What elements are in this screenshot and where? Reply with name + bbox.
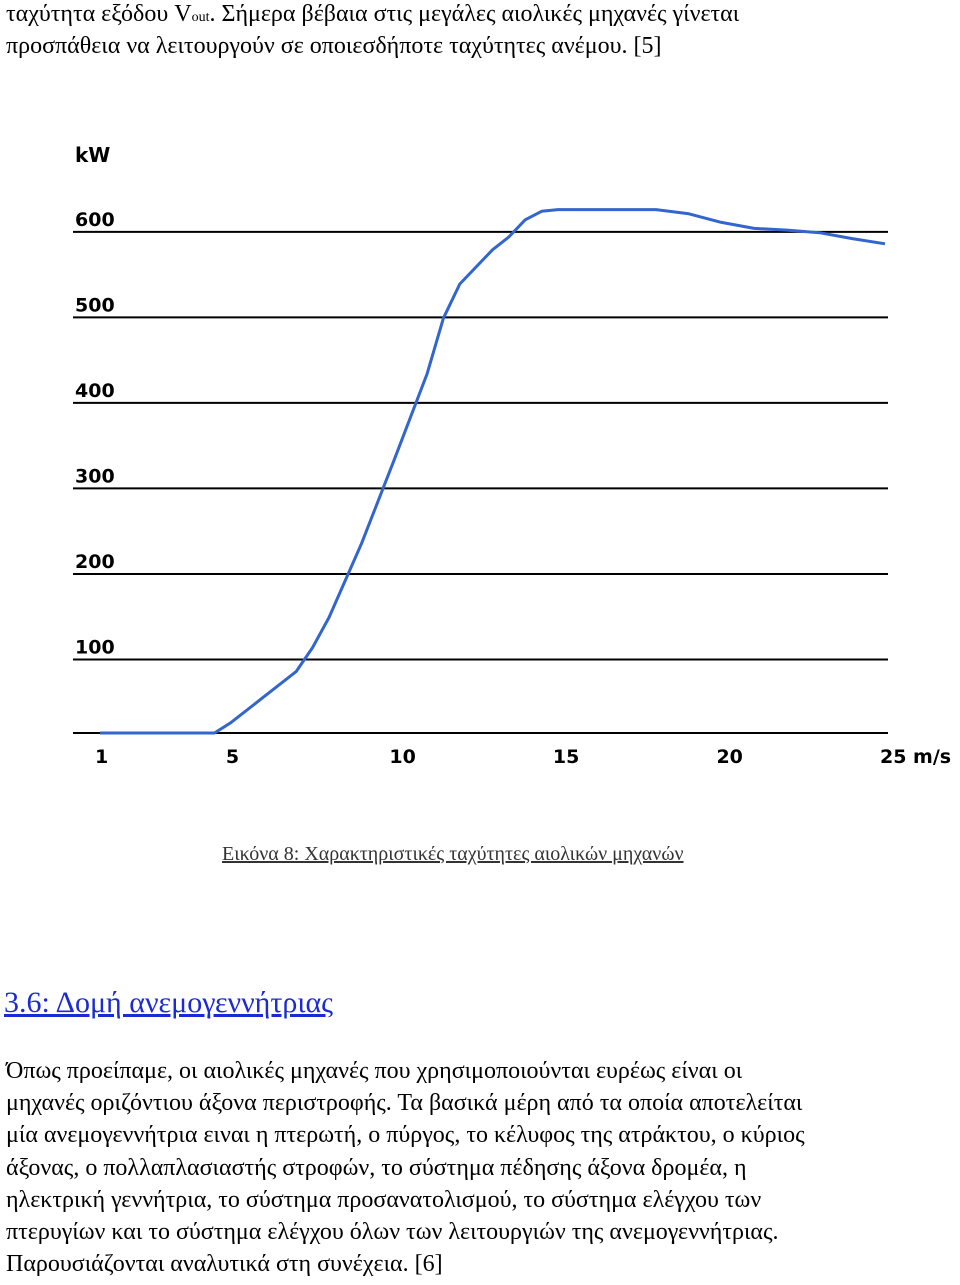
y-tick-label: 500 <box>75 294 115 317</box>
y-tick-label: 600 <box>75 208 115 231</box>
paragraph-line: μία ανεμογεννήτρια ειναι η πτερωτή, ο πύργος, το κέλυφος της ατράκτου, ο κύριος <box>6 1122 805 1148</box>
power-curve-chart <box>60 130 952 780</box>
x-tick-label: 5 <box>225 746 240 768</box>
x-tick-label: 20 <box>716 746 743 768</box>
text-before-sub: ταχύτητα εξόδου V <box>6 1 192 27</box>
x-tick-label: 1 <box>95 746 109 768</box>
section-heading: 3.6: Δομή ανεμογεννήτριας <box>4 986 334 1019</box>
x-tick-label: 15 <box>552 746 580 768</box>
paragraph-line: μηχανές οριζόντιου άξονα περιστροφής. Τα βασικά μέρη από τα οποία αποτελείται <box>6 1090 803 1116</box>
paragraph-line: Όπως προείπαμε, οι αιολικές μηχανές που χρησιμοποιούνται ευρέως είναι οι <box>6 1058 743 1084</box>
y-axis-label: kW <box>75 143 111 167</box>
figure-caption: Εικόνα 8: Χαρακτηριστικές ταχύτητες αιολικών μηχανών <box>222 843 684 865</box>
x-tick-label: 25 m/s <box>880 746 952 768</box>
body-text-line-2: προσπάθεια να λειτουργούν σε οποιεσδήποτε ταχύτητες ανέμου. [5] <box>6 33 662 59</box>
paragraph-line: Παρουσιάζονται αναλυτικά στη συνέχεια. [6] <box>6 1251 443 1277</box>
paragraph-line: πτερυγίων και το σύστημα ελέγχου όλων των λειτουργιών της ανεμογεννήτριας. <box>6 1219 779 1245</box>
power-curve-svg <box>60 130 952 780</box>
y-tick-label: 200 <box>75 550 115 573</box>
paragraph-line: άξονας, ο πολλαπλασιαστής στροφών, το σύστημα πέδησης άξονα δρομέα, η <box>6 1155 747 1181</box>
y-tick-label: 400 <box>75 379 115 402</box>
y-tick-label: 300 <box>75 465 115 488</box>
paragraph-line: ηλεκτρική γεννήτρια, το σύστημα προσανατολισμού, το σύστημα ελέγχου των <box>6 1187 762 1213</box>
body-text-line-1 <box>6 0 739 34</box>
x-tick-label: 10 <box>389 746 416 768</box>
power-curve-line <box>100 210 885 733</box>
text-after-sub: . Σήμερα βέβαια στις μεγάλες αιολικές μηχανές γίνεται <box>209 1 740 27</box>
subscript-out: out <box>191 10 210 25</box>
y-tick-label: 100 <box>75 636 115 659</box>
